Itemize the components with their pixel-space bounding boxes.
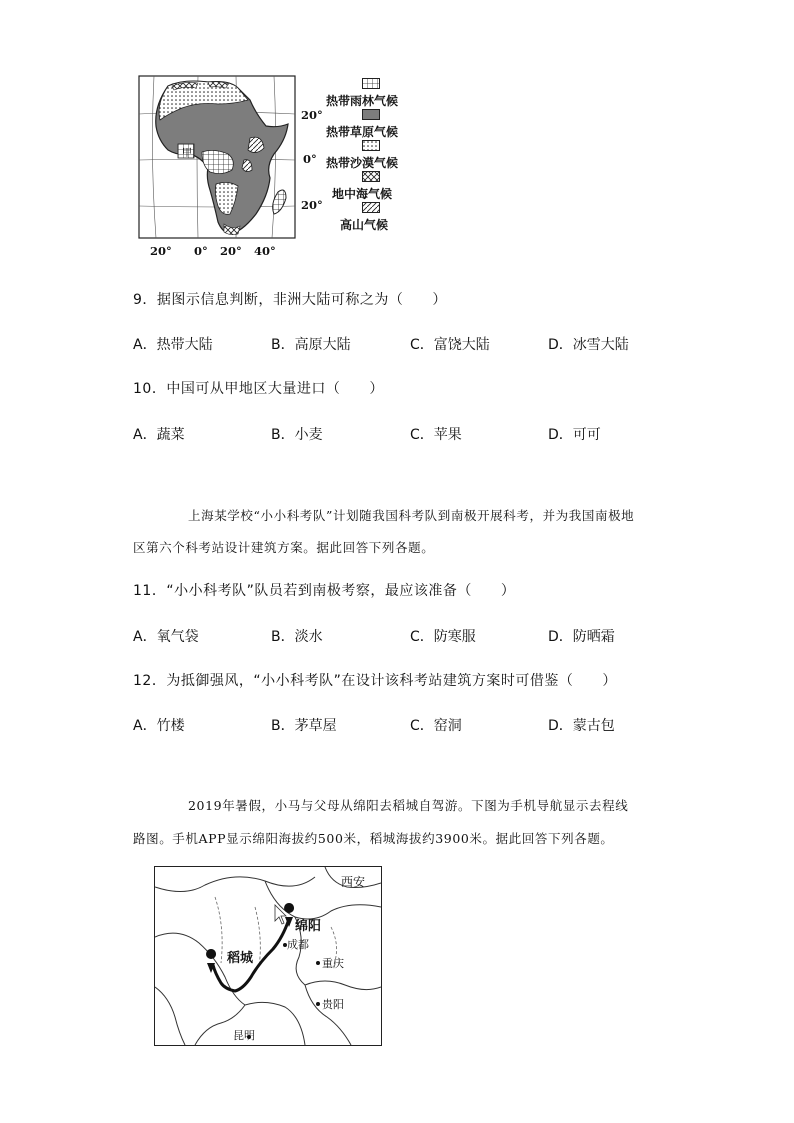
q12-option-d[interactable]: D．蒙古包 <box>548 718 615 734</box>
q12-option-b[interactable]: B．茅草屋 <box>271 718 337 734</box>
africa-climate-map <box>138 74 438 264</box>
city-label-daocheng: 稻城 <box>227 951 254 966</box>
q9-option-b[interactable]: B．高原大陆 <box>271 337 351 353</box>
q11-option-b[interactable]: B．淡水 <box>271 629 323 645</box>
q10-option-d[interactable]: D．可可 <box>548 427 601 443</box>
legend-swatch-mediterranean <box>362 171 380 182</box>
q11-option-a[interactable]: A．氧气袋 <box>133 629 199 645</box>
q10-option-c[interactable]: C．苹果 <box>410 427 462 443</box>
lon-label-20e: 20° <box>220 244 242 258</box>
lon-label-20w: 20° <box>150 244 172 258</box>
legend-item-desert: 热带沙漠气候 <box>326 140 438 174</box>
legend-swatch-rainforest <box>362 78 380 89</box>
lat-label-0: 0° <box>303 152 317 166</box>
q9-option-d[interactable]: D．冰雪大陆 <box>548 337 629 353</box>
legend-swatch-highland <box>362 202 380 213</box>
city-label-chongqing: 重庆 <box>322 957 344 970</box>
q9-option-c[interactable]: C．富饶大陆 <box>410 337 490 353</box>
legend-item-rainforest: 热带雨林气候 <box>326 78 438 112</box>
q11-option-c[interactable]: C．防寒服 <box>410 629 476 645</box>
lat-label-20s: 20° <box>301 198 323 212</box>
q9-option-a[interactable]: A．热带大陆 <box>133 337 213 353</box>
lon-label-40e: 40° <box>254 244 276 258</box>
intro-trip-line-2: 路图。手机APP显示绵阳海拔约500米，稻城海拔约3900米。据此回答下列各题。 <box>133 831 614 846</box>
city-label-mianyang: 绵阳 <box>295 919 322 934</box>
question-11: 11．“小小科考队”队员若到南极考察，最应该准备（ ） <box>133 583 516 599</box>
city-label-guiyang: 贵阳 <box>322 998 344 1011</box>
city-label-xian: 西安 <box>341 875 366 889</box>
legend-swatch-savanna <box>362 109 380 120</box>
city-label-kunming: 昆明 <box>233 1029 255 1042</box>
question-10: 10．中国可从甲地区大量进口（ ） <box>133 381 384 397</box>
question-12: 12．为抵御强风，“小小科考队”在设计该科考站建筑方案时可借鉴（ ） <box>133 673 617 689</box>
intro-antarctica-line-1: 上海某学校“小小科考队”计划随我国科考队到南极开展科考，并为我国南极地 <box>188 508 635 523</box>
q12-option-c[interactable]: C．窑洞 <box>410 718 462 734</box>
legend-swatch-desert <box>362 140 380 151</box>
intro-antarctica-line-2: 区第六个科考站设计建筑方案。据此回答下列各题。 <box>133 540 435 555</box>
legend-item-mediterranean: 地中海气候 <box>326 171 438 205</box>
q12-option-a[interactable]: A．竹楼 <box>133 718 185 734</box>
q11-option-d[interactable]: D．防晒霜 <box>548 629 615 645</box>
legend-item-savanna: 热带草原气候 <box>326 109 438 143</box>
q10-option-b[interactable]: B．小麦 <box>271 427 323 443</box>
route-map <box>154 866 382 1046</box>
intro-trip-line-1: 2019年暑假，小马与父母从绵阳去稻城自驾游。下图为手机导航显示去程线 <box>188 798 629 813</box>
route-map-figure <box>155 867 381 1045</box>
lon-label-0: 0° <box>194 244 208 258</box>
legend-item-highland: 高山气候 <box>326 202 438 236</box>
q10-option-a[interactable]: A．蔬菜 <box>133 427 185 443</box>
city-label-chengdu: 成都 <box>287 938 309 951</box>
lat-label-20n: 20° <box>301 108 323 122</box>
region-jia-label: 甲 <box>182 148 192 159</box>
question-9: 9．据图示信息判断，非洲大陆可称之为（ ） <box>133 292 447 308</box>
